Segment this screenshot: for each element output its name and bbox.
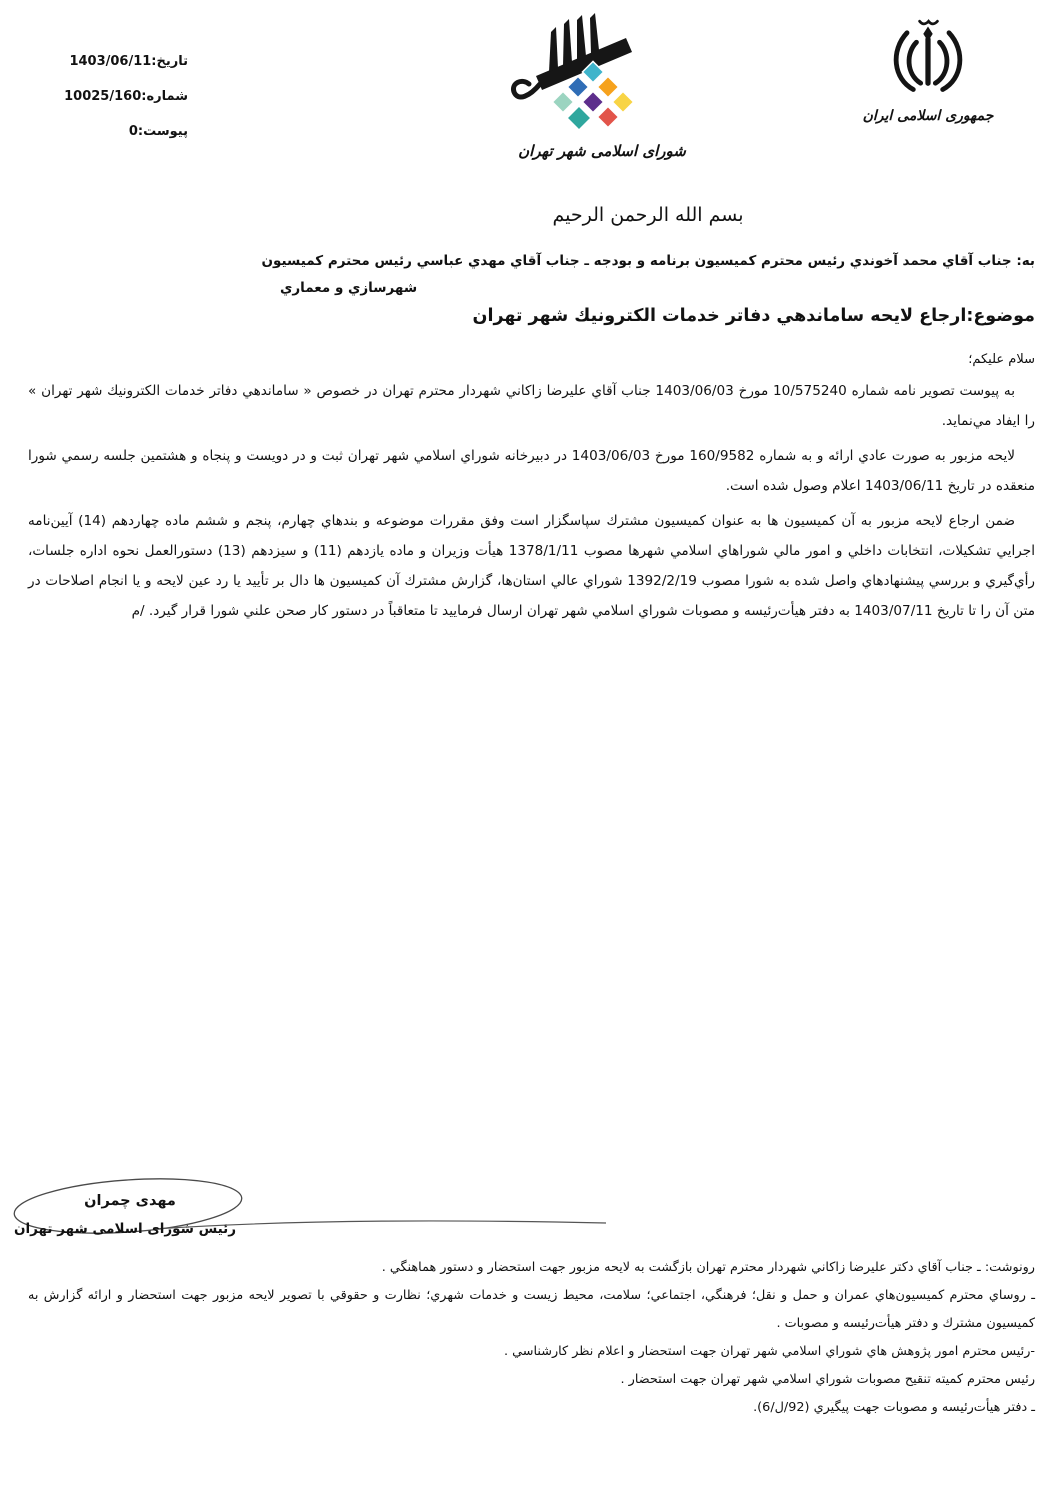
cc-item: ـ دفتر هيأت‌رئيسه و مصوبات جهت پيگيري (92/ل/6). <box>753 1400 1035 1415</box>
body-paragraph: به پيوست تصوير نامه شماره 10/575240 مورخ 1403/06/03 جناب آقاي عليرضا زاكاني شهردار محترم تهران در خصوص « ساماندهي دفاتر خدمات الكترونيك شهر تهران » را ايفاد مي‌نمايد. <box>28 383 1035 429</box>
cc-section <box>28 1254 1035 1422</box>
addressee-line-1: به: جناب آقاي محمد آخوندي رئيس محترم كميسيون برنامه و بودجه ـ جناب آقاي مهدي عباسي رئيس محترم كميسيون <box>261 253 1035 269</box>
meta-number: شماره:10025/160 <box>64 89 188 104</box>
council-logo <box>492 10 712 160</box>
iran-emblem-icon <box>873 16 983 100</box>
body-paragraph: ضمن ارجاع لايحه مزبور به آن كميسيون ها به عنوان كميسيون مشترك سپاسگزار است وفق مقررات موضوعه و بندهاي چهارم، پنجم و ششم ماده چهاردهم (14) آيين‌نامه اجرايي تشكيلات، انتخابات داخلي و امور مالي شوراهاي اسلامي شهرها مصوب 1378/1/11 هيأت وزيران و ماده يازدهم (11) و سيزدهم (13) دستورالعمل نحوه اداره جلسات، رأي‌گيري و بررسي پيشنهادهاي واصل شده به شورا مصوب 1392/2/19 شوراي عالي استان‌ها، گزارش مشترك آن كميسيون ها دال بر تأييد يا رد عين لايحه و يا انجام اصلاحات در متن آن را تا تاريخ 1403/07/11 به دفتر هيأت‌رئيسه و مصوبات شوراي اسلامي شهر تهران ارسال فرماييد تا متعاقباً در دستور كار صحن علني شورا قرار گيرد. /م <box>28 513 1035 619</box>
signature-name: مهدی چمران <box>84 1193 176 1209</box>
signature-scribble-icon <box>6 1176 626 1256</box>
signature-block <box>6 1176 626 1256</box>
cc-item: رئيس محترم كميته تنقيح مصوبات شوراي اسلامي شهر تهران جهت استحضار . <box>620 1372 1035 1387</box>
council-logo-caption: شورای اسلامی شهر تهران <box>518 142 686 160</box>
letter-body <box>28 376 1035 631</box>
meta-attachment: پيوست:0 <box>128 124 188 139</box>
letter-meta-block <box>34 44 188 149</box>
cc-item: -رئيس محترم امور پژوهش هاي شوراي اسلامي شهر تهران جهت استحضار و اعلام نظر كارشناسي . <box>503 1344 1035 1359</box>
greeting-line: سلام عليكم؛ <box>968 352 1035 367</box>
iran-emblem-caption: جمهوری اسلامی ایران <box>862 108 994 124</box>
meta-date: تاريخ:1403/06/11 <box>69 54 188 69</box>
bismillah-line: بسم الله الرحمن الرحيم <box>552 204 744 226</box>
addressee-line-2: شهرسازي و معماري <box>280 280 418 296</box>
body-paragraph: لايحه مزبور به صورت عادي ارائه و به شماره 160/9582 مورخ 1403/06/03 در دبيرخانه شوراي اسلامي شهر تهران ثبت و در دويست و پنجاه و هشتمين جلسه رسمي شورا منعقده در تاريخ 1403/06/11 اعلام وصول شده است. <box>28 448 1035 494</box>
council-logo-icon <box>492 10 712 136</box>
iran-emblem <box>848 16 1008 124</box>
cc-item: رونوشت: ـ جناب آقاي دكتر عليرضا زاكاني شهردار محترم تهران بازگشت به لايحه مزبور جهت استحضار و دستور هماهنگي . <box>381 1260 1035 1275</box>
cc-item: ـ روساي محترم كميسيون‌هاي عمران و حمل و نقل؛ فرهنگي، اجتماعي؛ سلامت، محيط زيست و خدمات شهري؛ نظارت و حقوقي با تصوير لايحه مزبور جهت استحضار و ارائه گزارش به كميسيون مشترك و دفتر هيأت‌رئيسه و مصوبات . <box>28 1288 1035 1331</box>
subject-line: موضوع:ارجاع لايحه ساماندهي دفاتر خدمات الكترونيك شهر تهران <box>472 306 1035 326</box>
signature-title: رئيس شورای اسلامی شهر تهران <box>13 1221 237 1237</box>
addressee-block <box>28 248 1035 302</box>
